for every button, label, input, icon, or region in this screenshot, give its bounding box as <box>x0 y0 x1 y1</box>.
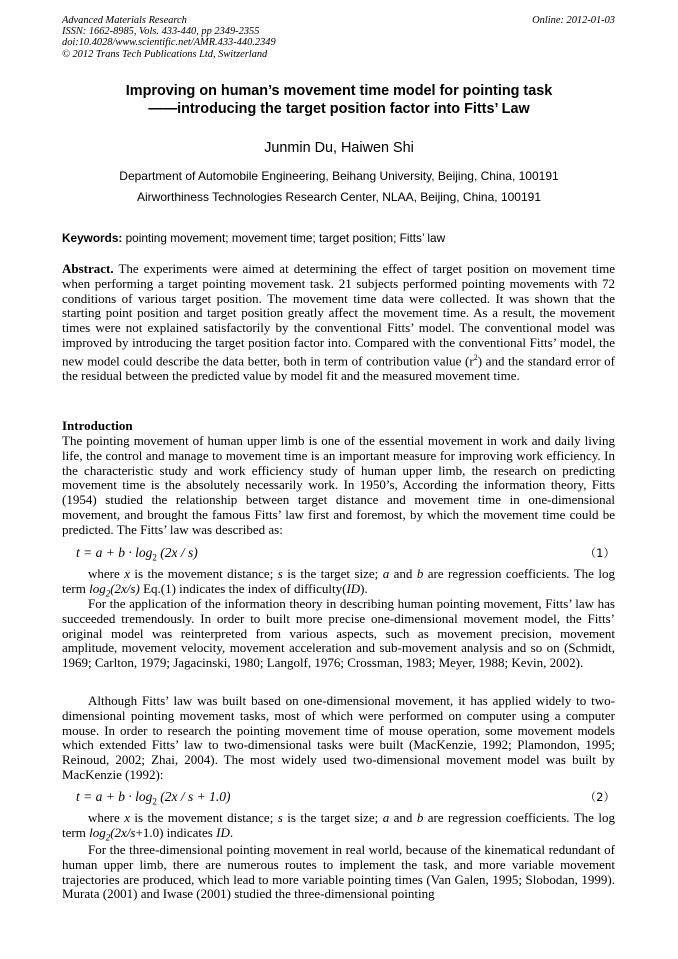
equation-2-number: （2） <box>584 790 615 804</box>
w1-s: s <box>277 566 283 581</box>
eq2-rhs: (2x / s + 1.0) <box>156 789 231 804</box>
issn-line: ISSN: 1662-8985, Vols. 433-440, pp 2349-2355 <box>62 26 260 38</box>
title-line-1: Improving on human’s movement time model for pointing task <box>125 83 553 99</box>
journal-header <box>62 15 442 60</box>
w1-av: a <box>382 566 390 581</box>
where-clause-2 <box>62 811 615 845</box>
w1-a: where <box>88 566 125 581</box>
keywords-label: Keywords: <box>62 231 123 245</box>
w1-g: ). <box>360 580 368 596</box>
abstract-superscript: 2 <box>473 352 478 362</box>
introduction-heading: Introduction <box>62 418 133 433</box>
intro-paragraph-1 <box>62 434 615 538</box>
w2-d: and <box>389 810 417 825</box>
w1-term-rest: (2x/s) <box>110 580 140 596</box>
equation-1-formula <box>76 545 198 563</box>
equation-1-number: （1） <box>584 546 615 560</box>
w1-id: ID <box>346 580 361 596</box>
affiliation-2: Airworthiness Technologies Research Center, NLAA, Beijing, China, 100191 <box>136 190 541 204</box>
intro-para1-text: The pointing movement of human upper limb is one of the essential movement in work and daily living life, the control and manage to movement time is an important measure for improving work efficiency. In the characteristic study and work efficiency study of human upper limb, the research on predicting movement time is the absolutely necessarily work. In 1950’s, According the information theory, Fitts (1954) studied the relationship between target distance and movement time in one-dimensional movement, and brought the famous Fitts’ law first and foremost, by which the movement time could be predicted. The Fitts’ law was described as: <box>62 433 615 537</box>
intro-paragraph-2 <box>62 597 615 671</box>
w2-term: log <box>89 824 106 840</box>
w2-x: x <box>124 810 130 825</box>
abstract-text-end: ) and the standard error of the residual between the predicted value by model fit and the measured movement time. <box>62 353 616 383</box>
w2-a: where <box>88 810 125 825</box>
w2-g: . <box>229 824 234 840</box>
intro-paragraph-4 <box>62 843 615 902</box>
keywords-text: pointing movement; movement time; target position; Fitts’ law <box>125 231 446 245</box>
w2-s: s <box>277 810 283 825</box>
keywords <box>62 230 615 246</box>
w1-term-sub: 2 <box>105 588 111 599</box>
w1-bv: b <box>416 566 424 581</box>
authors: Junmin Du, Haiwen Shi <box>264 140 414 156</box>
eq2-lhs: t = a + b · log <box>76 789 153 804</box>
eq2-sub: 2 <box>152 796 157 807</box>
abstract-text: The experiments were aimed at determining the effect of target position on movement time when performing a target pointing movement task. 21 subjects performed pointing movements with 72 conditions of various target position. The movement time data were collected. It was shown that the starting point position and target position greatly affect the movement time. As a result, the movement times were not explained satisfactorily by the conventional Fitts’ model. The conventional model was improved by introducing the target position factor into. Compared with the conventional Fitts’ model, the new model could describe the data better, both in term of contribution value (r <box>62 261 615 369</box>
w2-e: are regression coefficients. The log term <box>62 810 615 840</box>
abstract <box>62 262 615 384</box>
eq1-rhs: (2x / s) <box>156 545 198 560</box>
w2-av: a <box>382 810 390 825</box>
w2-id: ID <box>216 824 230 840</box>
w2-c: is the target size; <box>282 810 383 825</box>
w2-term-tail: +1.0) indicates <box>135 824 217 840</box>
w1-d: and <box>389 566 417 581</box>
title-line-2: ——introducing the target position factor into Fitts’ Law <box>148 101 530 117</box>
eq1-sub: 2 <box>152 552 157 563</box>
affiliation-1: Department of Automobile Engineering, Beihang University, Beijing, China, 100191 <box>119 169 559 183</box>
equation-1 <box>62 545 615 565</box>
paper-title <box>40 82 638 118</box>
abstract-label: Abstract. <box>62 261 114 276</box>
w1-f: Eq.(1) indicates the index of difficulty( <box>139 580 347 596</box>
intro-para4-text: For the three-dimensional pointing movement in real world, because of the kinematical redundant of human upper limb, there are numerous routes to implement the task, and more variable movement trajectories are produced, which lead to more variable pointing times (Van Galen, 1995; Slobodan, 1999). Murata (2001) and Iwase (2001) studied the three-dimensional pointing <box>62 842 615 902</box>
w2-term-sub: 2 <box>105 832 111 843</box>
eq1-lhs: t = a + b · log <box>76 545 153 560</box>
w1-b: is the movement distance; <box>129 566 278 581</box>
w2-term-rest: (2x/s <box>110 824 136 840</box>
online-date: Online: 2012-01-03 <box>532 15 615 26</box>
w1-term: log <box>89 580 106 596</box>
w1-c: is the target size; <box>282 566 383 581</box>
intro-para3-text: Although Fitts’ law was built based on one-dimensional movement, it has applied widely to two-dimensional pointing movement tasks, most of which were performed on computer using a computer mouse. In order to research the pointing movement time of mouse operation, some movement models which extended Fitts’ law to two-dimensional tasks were built (MacKenzie, 1992; Plamondon, 1995; Reinoud, 2002; Zhai, 2004). The most widely used two-dimensional movement model was built by MacKenzie (1992): <box>62 693 615 782</box>
doi-line: doi:10.4028/www.scientific.net/AMR.433-440.2349 <box>62 37 276 49</box>
w2-bv: b <box>416 810 424 825</box>
equation-2 <box>62 789 615 809</box>
w2-b: is the movement distance; <box>129 810 278 825</box>
intro-para2-text: For the application of the information theory in describing human pointing movement, Fitts’ law has succeeded tremendously. In order to built more precise one-dimensional movement model, the Fitts’ original model was reinterpreted from various aspects, such as movement precision, movement amplitude, movement velocity, movement acceleration and sub-movement analysis and so on (Schmidt, 1969; Carlton, 1979; Jagacinski, 1980; Langolf, 1976; Crossman, 1983; Meyer, 1988; Kevin, 2002). <box>62 596 615 671</box>
w1-e: are regression coefficients. The log term <box>62 566 615 596</box>
copyright-line: © 2012 Trans Tech Publications Ltd, Switzerland <box>62 48 268 60</box>
intro-paragraph-3 <box>62 694 615 783</box>
w1-x: x <box>124 566 130 581</box>
equation-2-formula <box>76 789 230 807</box>
journal-name: Advanced Materials Research <box>62 15 187 26</box>
